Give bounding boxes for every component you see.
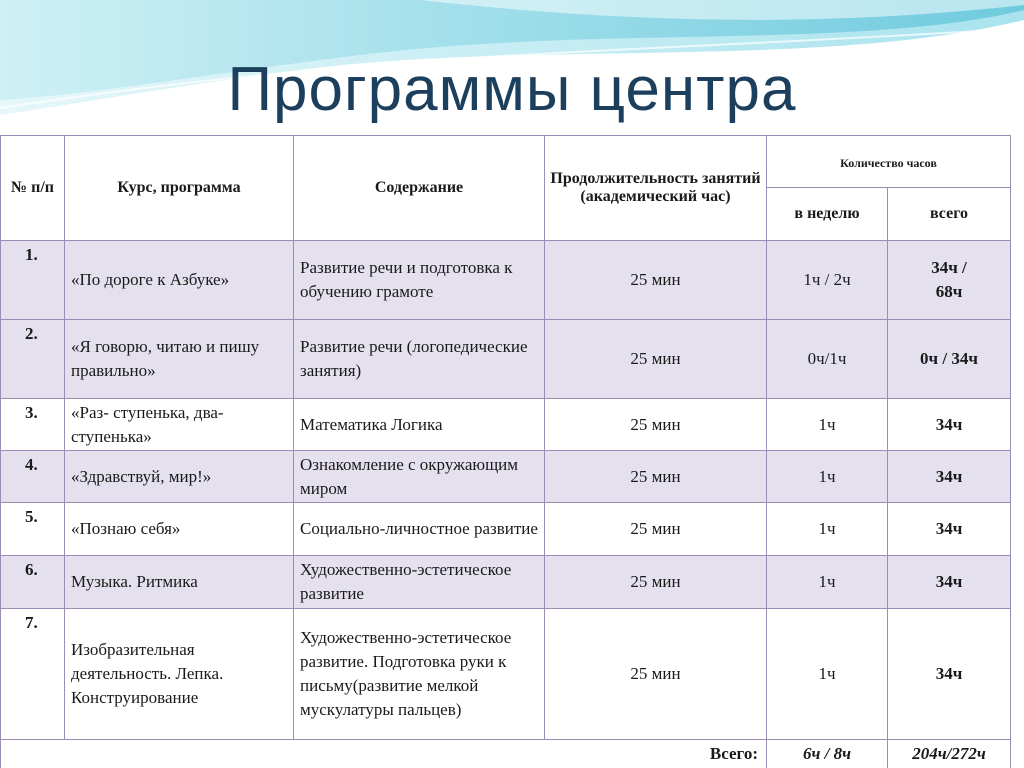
row-content: Математика Логика bbox=[294, 399, 545, 451]
row-content: Ознакомление с окружающим миром bbox=[294, 451, 545, 503]
total-hours: 204ч/272ч bbox=[888, 740, 1011, 768]
row-num: 3. bbox=[1, 399, 65, 451]
row-course: «Раз- ступенька, два- ступенька» bbox=[65, 399, 294, 451]
row-per-week: 1ч bbox=[767, 503, 888, 556]
row-per-week: 1ч bbox=[767, 556, 888, 609]
page-title: Программы центра bbox=[227, 55, 797, 124]
row-num: 7. bbox=[1, 609, 65, 740]
row-duration: 25 мин bbox=[545, 241, 767, 320]
table-row bbox=[1, 241, 1011, 320]
row-duration: 25 мин bbox=[545, 451, 767, 503]
row-content: Социально-личностное развитие bbox=[294, 503, 545, 556]
row-course: Музыка. Ритмика bbox=[65, 556, 294, 609]
row-duration: 25 мин bbox=[545, 320, 767, 399]
table-row bbox=[1, 609, 1011, 740]
row-course: «Я говорю, читаю и пишу правильно» bbox=[65, 320, 294, 399]
row-num: 5. bbox=[1, 503, 65, 556]
total-per-week: 6ч / 8ч bbox=[767, 740, 888, 768]
row-content: Развитие речи (логопедические занятия) bbox=[294, 320, 545, 399]
row-per-week: 1ч bbox=[767, 609, 888, 740]
table-row bbox=[1, 503, 1011, 556]
header-num: № п/п bbox=[1, 136, 65, 241]
row-duration: 25 мин bbox=[545, 399, 767, 451]
row-content: Художественно-эстетическое развитие bbox=[294, 556, 545, 609]
row-num: 1. bbox=[1, 241, 65, 320]
row-course: «Здравствуй, мир!» bbox=[65, 451, 294, 503]
row-total: 34ч bbox=[888, 399, 1011, 451]
row-duration: 25 мин bbox=[545, 556, 767, 609]
row-course: «Познаю себя» bbox=[65, 503, 294, 556]
row-course: «По дороге к Азбуке» bbox=[65, 241, 294, 320]
row-total: 34ч bbox=[888, 451, 1011, 503]
row-total: 34ч / 68ч bbox=[888, 241, 1011, 320]
row-per-week: 0ч/1ч bbox=[767, 320, 888, 399]
row-content: Художественно-эстетическое развитие. Подготовка руки к письму(развитие мелкой мускулатуры пальцев) bbox=[294, 609, 545, 740]
header-per-week: в неделю bbox=[767, 188, 888, 241]
row-duration: 25 мин bbox=[545, 609, 767, 740]
header-total: всего bbox=[888, 188, 1011, 241]
row-per-week: 1ч bbox=[767, 399, 888, 451]
header-hours-group: Количество часов bbox=[767, 136, 1011, 188]
header-content: Содержание bbox=[294, 136, 545, 241]
table-row bbox=[1, 451, 1011, 503]
row-total: 34ч bbox=[888, 556, 1011, 609]
header-duration: Продолжительность занятий (академический час) bbox=[545, 136, 767, 241]
total-row bbox=[1, 740, 1011, 768]
row-num: 2. bbox=[1, 320, 65, 399]
row-course: Изобразительная деятельность. Лепка. Конструирование bbox=[65, 609, 294, 740]
row-duration: 25 мин bbox=[545, 503, 767, 556]
table-row bbox=[1, 556, 1011, 609]
header-course: Курс, программа bbox=[65, 136, 294, 241]
row-num: 4. bbox=[1, 451, 65, 503]
table-row bbox=[1, 399, 1011, 451]
row-per-week: 1ч / 2ч bbox=[767, 241, 888, 320]
row-num: 6. bbox=[1, 556, 65, 609]
programs-table bbox=[0, 135, 1011, 768]
row-total: 34ч bbox=[888, 609, 1011, 740]
row-per-week: 1ч bbox=[767, 451, 888, 503]
total-label: Всего: bbox=[1, 740, 767, 768]
table-row bbox=[1, 320, 1011, 399]
row-total: 34ч bbox=[888, 503, 1011, 556]
row-content: Развитие речи и подготовка к обучению грамоте bbox=[294, 241, 545, 320]
row-total: 0ч / 34ч bbox=[888, 320, 1011, 399]
